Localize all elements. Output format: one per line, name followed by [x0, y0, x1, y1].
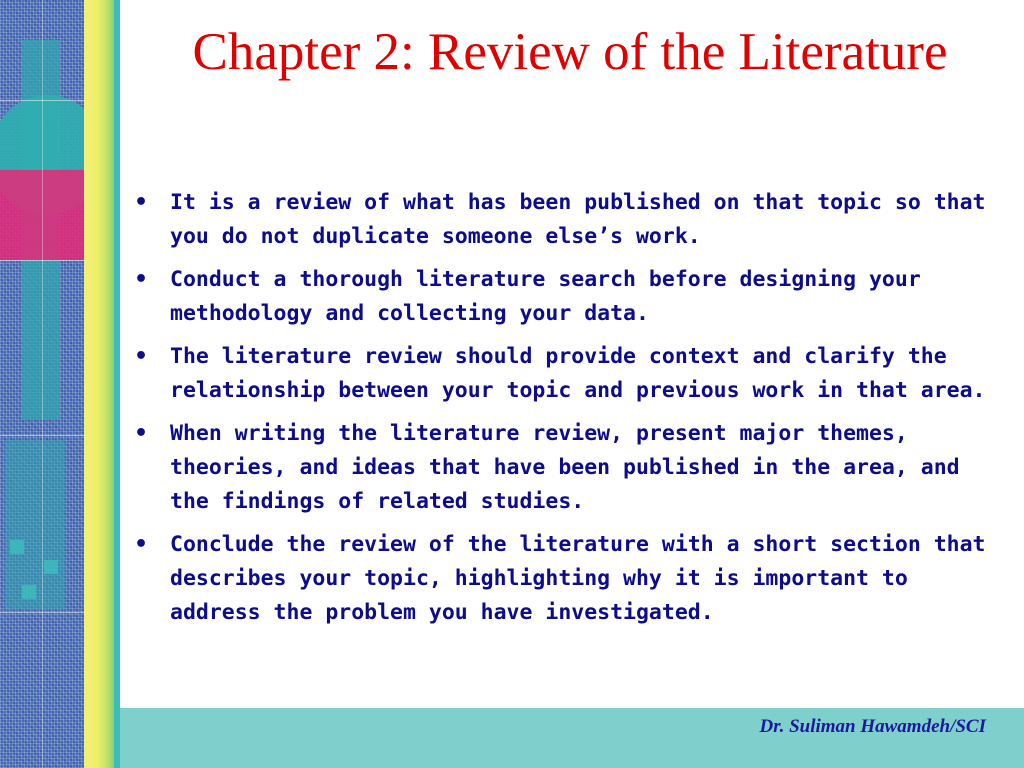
decorative-square: [22, 585, 36, 599]
bullet-icon: •: [134, 344, 149, 369]
bullet-icon: •: [134, 267, 149, 292]
bullet-icon: •: [134, 532, 149, 557]
bullet-item: [130, 417, 990, 519]
decorative-left-strip: [0, 0, 84, 768]
bullet-text: Conclude the review of the literature with a short section that describes your topic, highlighting why it is important to address the problem you have investigated.: [170, 532, 986, 625]
decorative-line: [42, 0, 43, 768]
bullet-text: The literature review should provide context and clarify the relationship between your topic and previous work in that area.: [170, 344, 986, 403]
bullet-icon: •: [134, 421, 149, 446]
decorative-yellow-stripe: [84, 0, 114, 768]
bullet-item: [130, 528, 990, 630]
slide-title: Chapter 2: Review of the Literature: [192, 23, 948, 81]
bullet-icon: •: [134, 190, 149, 215]
bullet-item: [130, 263, 990, 331]
bullet-text: It is a review of what has been published on that topic so that you do not duplicate someone else’s work.: [170, 190, 986, 249]
decorative-square: [44, 560, 58, 574]
decorative-teal-edge: [114, 0, 120, 768]
bullet-item: [130, 186, 990, 254]
bullet-list: [130, 186, 990, 639]
bullet-item: [130, 340, 990, 408]
bullet-text: Conduct a thorough literature search before designing your methodology and collecting your data.: [170, 267, 921, 326]
decorative-square: [10, 540, 24, 554]
bullet-text: When writing the literature review, present major themes, theories, and ideas that have been published in the area, and the findings of related studies.: [170, 421, 960, 514]
footer-author: Dr. Suliman Hawamdeh/SCI: [759, 716, 986, 737]
